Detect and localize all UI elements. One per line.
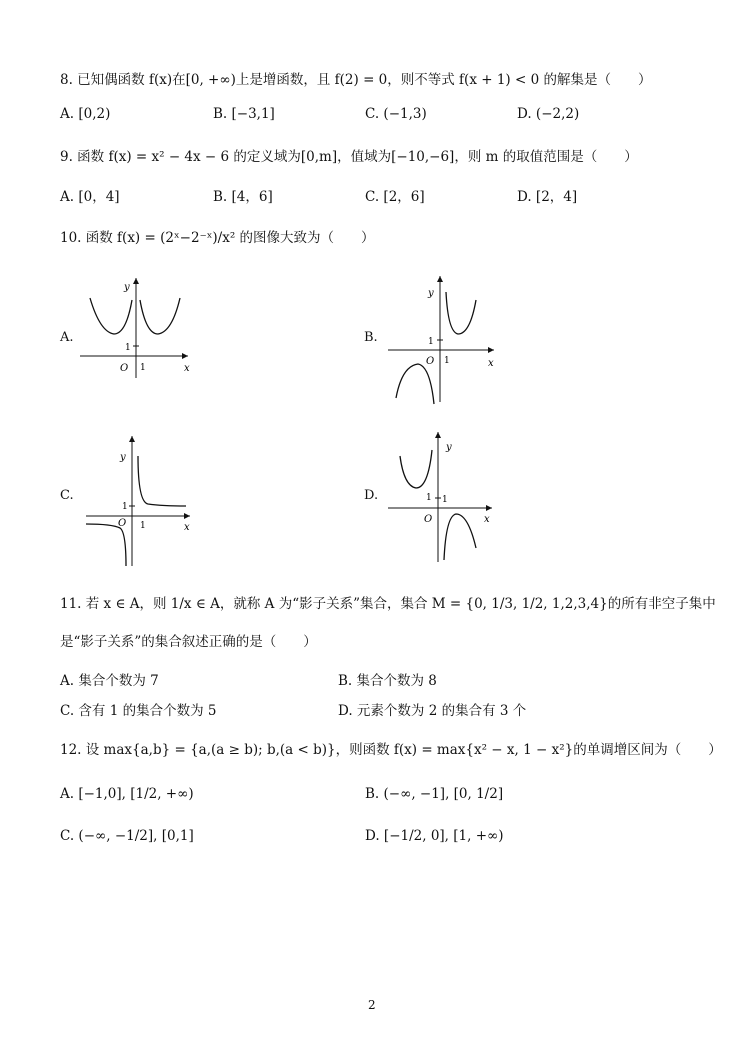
q9-stem: 9. 函数 f(x) = x² − 4x − 6 的定义域为[0,m]，值域为[−10,−6]，则 m 的取值范围是（ ） xyxy=(60,149,638,165)
q11-option-a: A. 集合个数为 7 xyxy=(60,673,159,689)
q8-option-d: D. (−2,2) xyxy=(517,106,580,122)
graph-c xyxy=(82,430,197,570)
graph-c-y-label: y xyxy=(120,452,126,463)
graph-a xyxy=(76,272,196,382)
q11-option-d: D. 元素个数为 2 的集合有 3 个 xyxy=(338,703,527,719)
graph-a-one-y: 1 xyxy=(125,343,131,353)
q8-option-b: B. [−3,1] xyxy=(213,106,275,122)
graph-a-one-x: 1 xyxy=(140,363,146,373)
graph-b-y-label: y xyxy=(428,288,434,299)
graph-b-one-x: 1 xyxy=(444,356,450,366)
graph-c-x-label: x xyxy=(184,522,190,533)
q10-stem: 10. 函数 f(x) = (2ˣ−2⁻ˣ)/x² 的图像大致为（ ） xyxy=(60,230,375,246)
q9-option-a: A. [0，4] xyxy=(60,189,120,205)
graph-c-origin: O xyxy=(118,518,127,529)
q12-stem: 12. 设 max{a,b} = {a,(a ≥ b); b,(a < b)}，则函数 f(x) = max{x² − x, 1 − x²}的单调增区间为（ ） xyxy=(60,742,722,758)
q8-option-c: C. (−1,3) xyxy=(365,106,427,122)
graph-c-label: C. xyxy=(60,488,74,503)
graph-d-x-label: x xyxy=(484,514,490,525)
graph-c-one-x: 1 xyxy=(140,521,146,531)
q8-stem: 8. 已知偶函数 f(x)在[0, +∞)上是增函数，且 f(2) = 0，则不等式 f(x + 1) < 0 的解集是（ ） xyxy=(60,72,652,88)
graph-d-one-y: 1 xyxy=(426,493,432,503)
graph-d-label: D. xyxy=(364,488,379,503)
q12-option-d: D. [−1/2, 0], [1, +∞) xyxy=(365,828,504,844)
graph-d xyxy=(384,428,504,568)
q11-option-c: C. 含有 1 的集合个数为 5 xyxy=(60,703,217,719)
graph-d-origin: O xyxy=(424,514,433,525)
graph-d-one-x: 1 xyxy=(442,495,448,505)
q9-option-d: D. [2，4] xyxy=(517,189,578,205)
q12-option-a: A. [−1,0], [1/2, +∞) xyxy=(60,786,194,802)
graph-b-one-y: 1 xyxy=(428,337,434,347)
q12-option-c: C. (−∞, −1/2], [0,1] xyxy=(60,828,194,844)
q9-option-b: B. [4，6] xyxy=(213,189,273,205)
graph-b xyxy=(384,270,504,410)
q11-stem-cont: 是“影子关系”的集合叙述正确的是（ ） xyxy=(60,634,317,650)
graph-c-one-y: 1 xyxy=(122,502,128,512)
graph-b-x-label: x xyxy=(488,358,494,369)
graph-d-y-label: y xyxy=(446,442,452,453)
q8-option-a: A. [0,2) xyxy=(60,106,111,122)
graph-b-origin: O xyxy=(426,356,435,367)
q9-option-c: C. [2，6] xyxy=(365,189,425,205)
graph-b-label: B. xyxy=(364,330,378,345)
graph-a-label: A. xyxy=(60,330,74,345)
page-number: 2 xyxy=(368,998,376,1012)
q12-option-b: B. (−∞, −1], [0, 1/2] xyxy=(365,786,504,802)
graph-a-origin: O xyxy=(120,363,129,374)
graph-a-y-label: y xyxy=(124,282,130,293)
graph-a-x-label: x xyxy=(184,363,190,374)
q11-stem: 11. 若 x ∈ A，则 1/x ∈ A，就称 A 为“影子关系”集合，集合 M = {0, 1/3, 1/2, 1,2,3,4}的所有非空子集中 xyxy=(60,596,716,612)
q11-option-b: B. 集合个数为 8 xyxy=(338,673,437,689)
